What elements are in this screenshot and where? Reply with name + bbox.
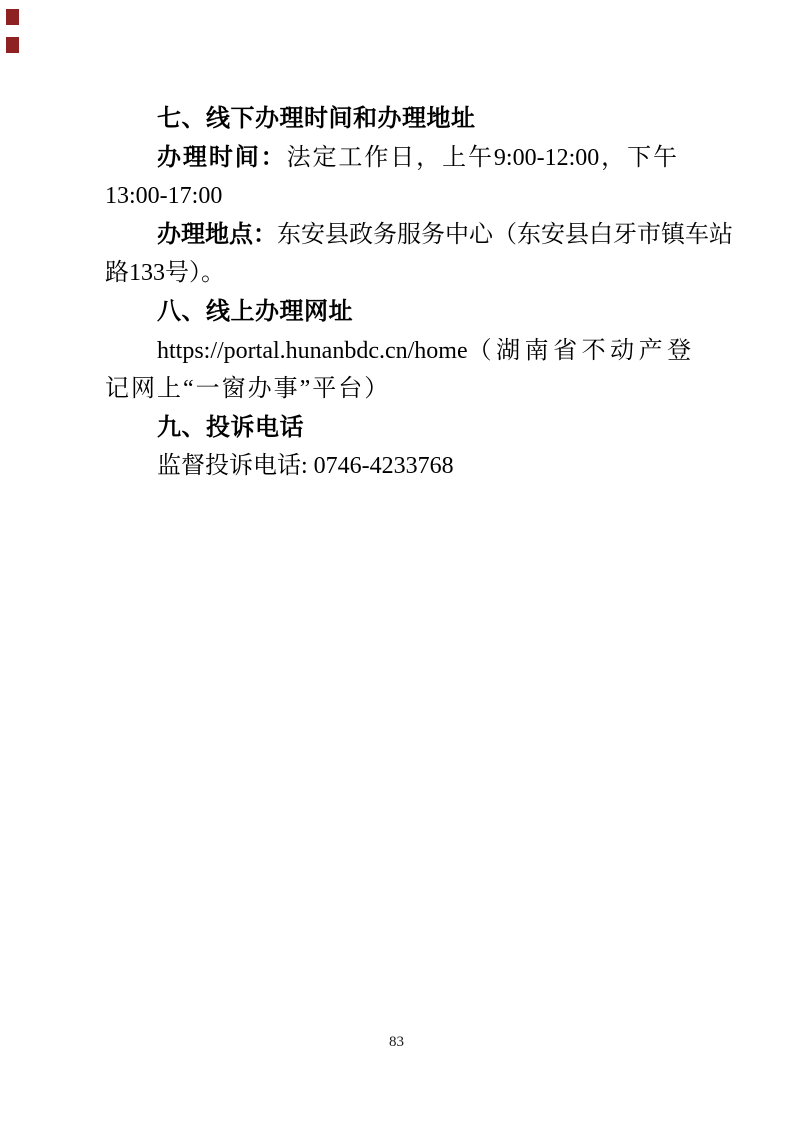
paragraph-office-hours bbox=[105, 139, 677, 178]
office-address-label: 办理地点： bbox=[157, 221, 277, 248]
url-note-text: （湖南省不动产登 bbox=[467, 337, 696, 364]
red-artifact-mark-bottom bbox=[6, 37, 19, 53]
heading-section-8: 八、线上办理网址 bbox=[157, 297, 353, 325]
url-text: https://portal.hunanbdc.cn/home bbox=[157, 337, 468, 364]
paragraph-online-url-continuation: 记网上“一窗办事”平台） bbox=[105, 376, 391, 403]
office-address-text: 东安县政务服务中心（东安县白牙市镇车站 bbox=[277, 221, 733, 248]
paragraph-complaint-phone: 监督投诉电话: 0746-4233768 bbox=[157, 453, 454, 480]
heading-section-7: 七、线下办理时间和办理地址 bbox=[157, 105, 476, 132]
office-hours-text: 法定工作日，上午9:00-12:00，下午 bbox=[286, 144, 678, 171]
document-body bbox=[105, 100, 733, 486]
red-artifact-mark-top bbox=[6, 9, 19, 25]
office-hours-label: 办理时间： bbox=[157, 144, 287, 171]
paragraph-office-address bbox=[105, 216, 733, 255]
paragraph-office-hours-continuation: 13:00-17:00 bbox=[105, 183, 223, 210]
page-number: 83 bbox=[389, 1034, 404, 1050]
paragraph-office-address-continuation: 路133号）。 bbox=[105, 260, 225, 287]
heading-section-9: 九、投诉电话 bbox=[157, 413, 304, 441]
paragraph-online-url bbox=[105, 332, 696, 371]
